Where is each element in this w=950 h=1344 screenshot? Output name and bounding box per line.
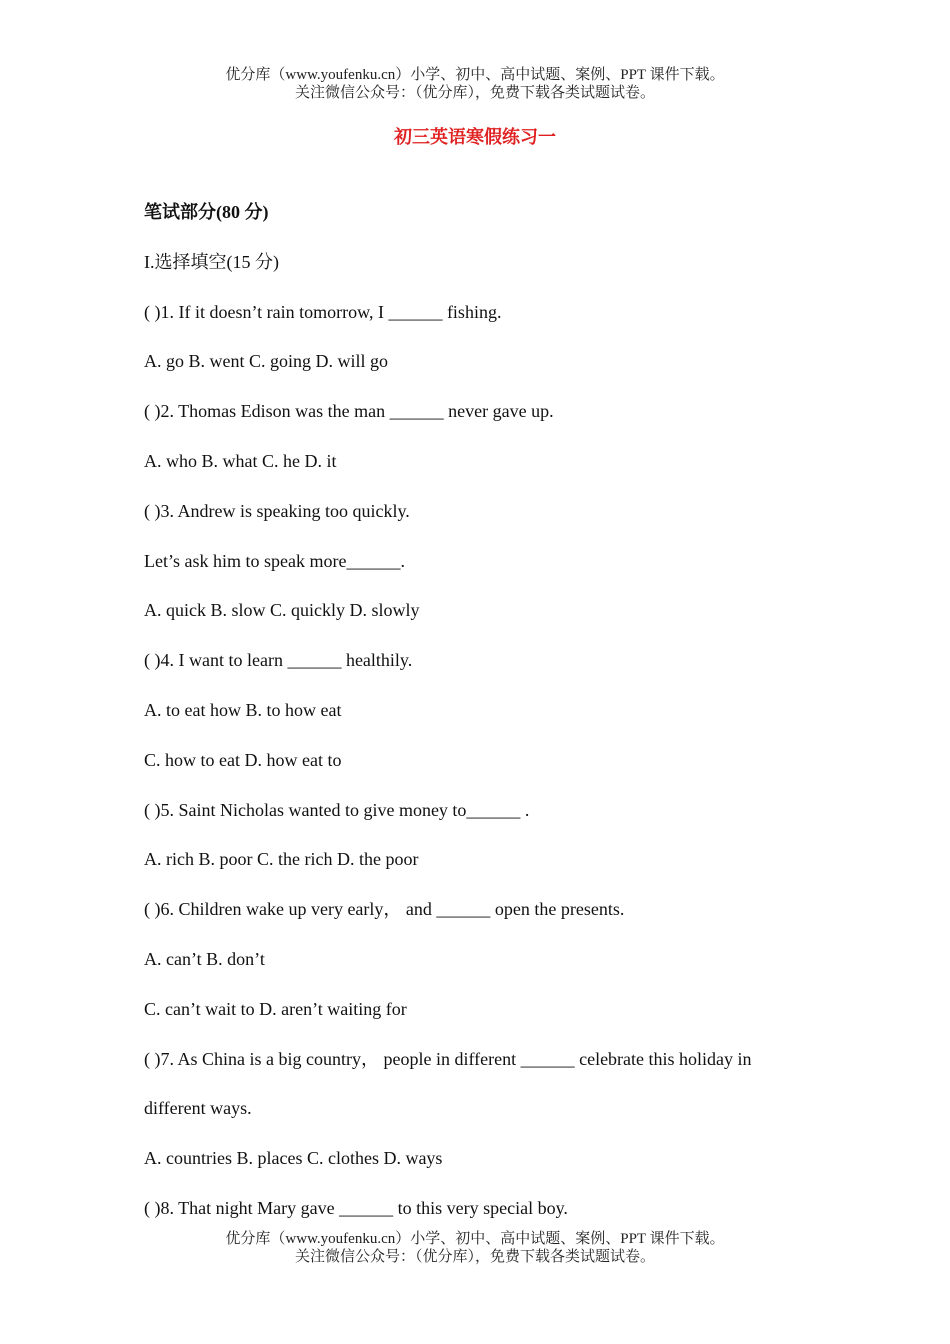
question-4-options-cd: C. how to eat D. how eat to bbox=[144, 749, 342, 770]
question-5-options: A. rich B. poor C. the rich D. the poor bbox=[144, 849, 419, 870]
question-3: ( )3. Andrew is speaking too quickly. bbox=[144, 500, 410, 521]
page-footer bbox=[0, 1230, 950, 1266]
question-7-continued: different ways. bbox=[144, 1098, 252, 1119]
question-3-continued: Let’s ask him to speak more______. bbox=[144, 550, 405, 571]
question-4-options-ab: A. to eat how B. to how eat bbox=[144, 699, 342, 720]
question-5: ( )5. Saint Nicholas wanted to give money to______ . bbox=[144, 799, 530, 820]
part-heading: I.选择填空(15 分) bbox=[144, 251, 279, 272]
question-1: ( )1. If it doesn’t rain tomorrow, I ______ fishing. bbox=[144, 301, 502, 322]
page-header bbox=[0, 66, 950, 102]
question-7: ( )7. As China is a big country， people in different ______ celebrate this holiday in bbox=[144, 1048, 752, 1069]
document-body bbox=[144, 188, 824, 1234]
header-line-2: 关注微信公众号：（优分库），免费下载各类试题试卷。 bbox=[294, 85, 655, 101]
question-3-options: A. quick B. slow C. quickly D. slowly bbox=[144, 600, 420, 621]
question-4: ( )4. I want to learn ______ healthily. bbox=[144, 650, 413, 671]
question-8: ( )8. That night Mary gave ______ to this very special boy. bbox=[144, 1197, 568, 1218]
footer-line-2: 关注微信公众号：（优分库），免费下载各类试题试卷。 bbox=[294, 1249, 655, 1265]
header-line-1: 优分库（www.youfenku.cn）小学、初中、高中试题、案例、PPT 课件下载。 bbox=[225, 67, 725, 83]
question-7-options: A. countries B. places C. clothes D. ways bbox=[144, 1148, 443, 1169]
question-6-options-ab: A. can’t B. don’t bbox=[144, 948, 265, 969]
question-6-options-cd: C. can’t wait to D. aren’t waiting for bbox=[144, 998, 407, 1019]
document-title: 初三英语寒假练习一 bbox=[394, 127, 556, 147]
question-1-options: A. go B. went C. going D. will go bbox=[144, 351, 389, 372]
question-2: ( )2. Thomas Edison was the man ______ never gave up. bbox=[144, 401, 554, 422]
footer-line-1: 优分库（www.youfenku.cn）小学、初中、高中试题、案例、PPT 课件下载。 bbox=[225, 1231, 725, 1247]
question-2-options: A. who B. what C. he D. it bbox=[144, 450, 337, 471]
section-heading: 笔试部分(80 分) bbox=[144, 202, 269, 222]
question-6: ( )6. Children wake up very early， and ______ open the presents. bbox=[144, 899, 625, 920]
